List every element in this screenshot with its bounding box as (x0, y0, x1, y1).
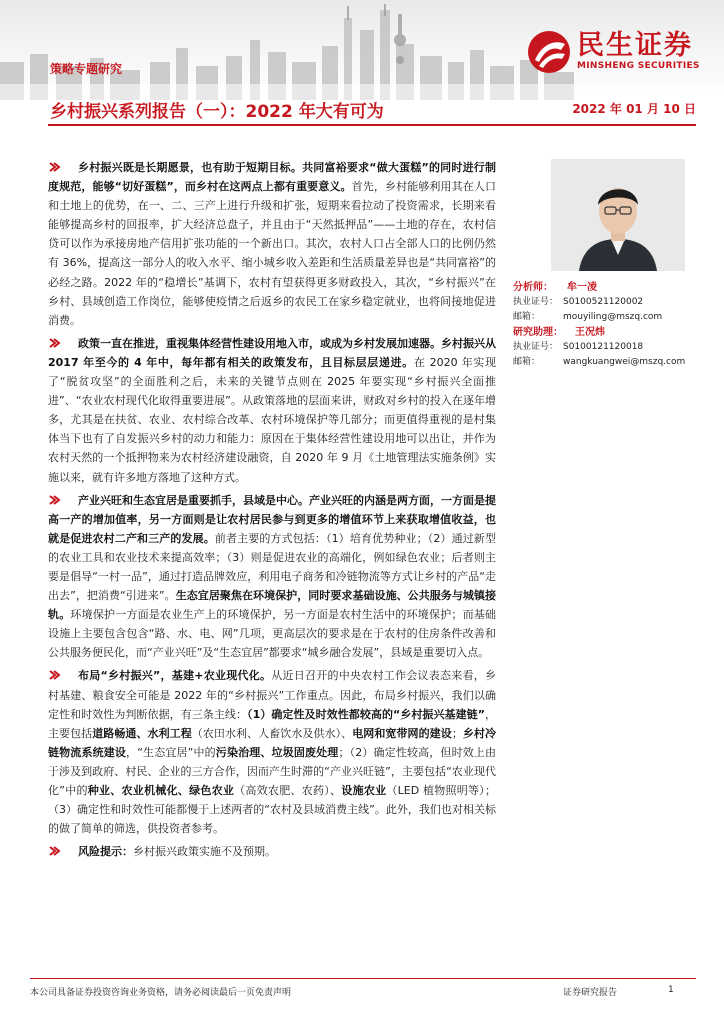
company-logo (527, 30, 717, 74)
cert-value: S0100521120002 (563, 297, 644, 307)
header-banner (0, 0, 724, 100)
bold-text: 产业兴旺和生态宜居是重要抓手，县域是中心。产业兴旺的内涵是两方面，一方面是提高一产的增加值率，另一方面则是让农村居民参与到更多的增值环节上来获取增值收益，也就是促进农村二产和三产的发展。 (48, 493, 496, 545)
body-text: （农田水利、人畜饮水及供水）、 (191, 726, 353, 740)
summary-body (48, 158, 496, 865)
body-text: 从近日召开的中央农村工作会议表态来看，乡村基建、粮食安全可能是 2022 年的“乡村振兴”工作重点。因此，布局乡村振兴，我们以确定性和时效性为判断依据，有三条主线： (48, 669, 496, 721)
assistant-row (513, 325, 698, 340)
email-label: 邮箱： (513, 312, 541, 322)
report-title: 乡村振兴系列报告（一）：2022 年大有可为 (50, 102, 384, 122)
summary-paragraph (48, 491, 496, 663)
logo-chinese-name: 民生证券 (577, 30, 693, 61)
cert2-label: 执业证号： (513, 342, 559, 352)
body-text: ； (451, 726, 463, 740)
assistant-name: 王况炜 (575, 327, 605, 338)
report-category: 策略专题研究 (50, 62, 123, 76)
bold-text: 污染治理、垃圾固废处理 (215, 745, 339, 759)
bold-text: 布局“乡村振兴”，基建+农业现代化。 (78, 669, 272, 683)
bold-text: 电网和宽带网的建设 (352, 726, 452, 740)
body-text: 环境保护一方面是农业生产上的环境保护，另一方面是农村生活中的环境保护；而基础设施上主要包含包含“路、水、电、网”几项，更高层次的要求是在于农村的住房条件改善和公共服务便民化，而“产业兴旺”及“生态宜居”都要求“城乡融合发展”，县域是重要切入点。 (48, 608, 497, 660)
email2-label: 邮箱： (513, 357, 541, 367)
bold-text: 种业、农业机械化、绿色农业 (87, 784, 235, 797)
bullet-arrow-icon (48, 334, 62, 352)
body-text: （高效农肥、农药）、 (234, 784, 342, 797)
report-date: 2022 年 01 月 10 日 (572, 102, 696, 116)
analyst-info (513, 280, 698, 370)
summary-paragraph (48, 666, 496, 838)
analyst-row (513, 280, 698, 295)
email2-value[interactable]: wangkuangwei@mszq.com (563, 357, 686, 367)
bold-text: 生态宜居聚焦在环境保护，同时要求基础设施、公共服务与城镇接轨。 (48, 589, 496, 622)
body-text: ；（2）确定性较高，但时效上由于涉及到政府、村民、企业的三方合作，因而产生时滞的“产业兴旺链”，主要包括“农业现代化”中的 (48, 745, 497, 797)
body-text: 乡村振兴政策实施不及预期。 (133, 845, 276, 859)
body-text: ，主要包括 (48, 707, 496, 740)
email2-row (513, 355, 698, 370)
footer-report-type: 证券研究报告 (563, 988, 618, 998)
bold-text: 道路畅通、水利工程 (92, 726, 192, 740)
page-number: 1 (668, 985, 674, 995)
body-text: 前者主要的方式包括：（1）培育优势种业；（2）通过新型的农业工具和农业技术来提高效率；（3）则是促进农业的高端化，例如绿色农业；后者则主要是倡导“一村一品”，通过打造品牌效应，利用电子商务和冷链物流等方式让乡村的产品“走出去”，把消费“引进来”。 (48, 531, 496, 603)
footer-divider (30, 978, 696, 979)
summary-paragraph (48, 842, 496, 861)
bold-text: 乡村振兴既是长期愿景，也有助于短期目标。共同富裕要求“做大蛋糕”的同时进行制度规范，能够“切好蛋糕”，而乡村在这两点上都有重要意义。 (48, 161, 496, 194)
footer-disclaimer: 本公司具备证券投资咨询业务资格，请务必阅读最后一页免责声明 (30, 988, 292, 998)
analyst-label: 分析师： (513, 282, 553, 293)
email-row (513, 310, 698, 325)
title-divider (48, 124, 696, 126)
summary-paragraph (48, 158, 496, 330)
bold-text: 政策一直在推进，重视集体经营性建设用地入市，或成为乡村发展加速器。乡村振兴从 2017 年至今的 4 年中，每年都有相关的政策发布，且目标层层递进。 (48, 336, 496, 369)
bullet-arrow-icon (48, 158, 62, 176)
analyst-name: 牟一凌 (567, 282, 597, 293)
bullet-arrow-icon (48, 491, 62, 509)
body-text: 在 2020 年实现了“脱贫攻坚”的全面胜利之后，未来的关键节点则在 2025 年要实现“乡村振兴全面推进”、“农业农村现代化取得重要进展”。从政策落地的层面来讲，财政对乡村的投入在逐年增多，尤其是在扶贫、农业、农村综合改革、农村环境保护等几部分；而更值得重视的是村集体当下也有了自发振兴乡村的动力和能力：原因在于集体经营性建设用地可以出让，并作为农村天然的一个抵押物来为农村经济建设融资，自 2020 年 9 月《土地管理法实施条例》实施以来，就有许多地方落地了这种方式。 (48, 355, 496, 484)
bold-text: 乡村冷链物流系统建设 (48, 726, 496, 759)
body-text: ，“生态宜居”中的 (126, 745, 216, 759)
body-text: 首先，乡村能够利用其在人口和土地上的优势，在一、二、三产上进行升级和扩张，短期来看拉动了投资需求，长期来看能够提高乡村的回报率，扩大经济总盘子，并且由于“天然抵押品”——土地的存在，农村信贷可以作为承接房地产信用扩张功能的一个新出口。其次，农村人口占全部人口的比例仍然有 36%，提高这一部分人的收入水平、缩小城乡收入差距和生活质量差异也是“共同富裕”的必经之路。2022 年的“稳增长”基调下，农村有望获得更多财政投入，其次，“乡村振兴”在乡村、县域创造工作岗位，能够使疫情之后返乡的农民工在家乡稳定就业，也将间接地促进消费。 (48, 180, 496, 327)
analyst-photo (551, 159, 685, 271)
summary-paragraph (48, 334, 496, 487)
bullet-arrow-icon (48, 666, 62, 684)
assistant-label: 研究助理： (513, 327, 563, 338)
bold-text: 设施农业 (341, 784, 387, 797)
person-portrait-icon (551, 159, 685, 271)
bold-text: 风险提示： (78, 845, 133, 859)
bold-text: （1）确定性及时效性都较高的“乡村振兴基建链” (247, 707, 485, 721)
bullet-arrow-icon (48, 842, 62, 860)
cert2-row (513, 340, 698, 355)
body-text: （LED 植物照明等）；（3）确定性和时效性可能都慢于上述两者的“农村及县域消费主线”。此外，我们也对相关标的做了简单的筛选，供投资者参考。 (48, 784, 497, 836)
email-value[interactable]: mouyiling@mszq.com (563, 312, 663, 322)
minsheng-logo-icon (527, 30, 571, 74)
cert-row (513, 295, 698, 310)
logo-english-name: MINSHENG SECURITIES (577, 61, 700, 71)
cert-label: 执业证号： (513, 297, 559, 307)
cert2-value: S0100121120018 (563, 342, 644, 352)
